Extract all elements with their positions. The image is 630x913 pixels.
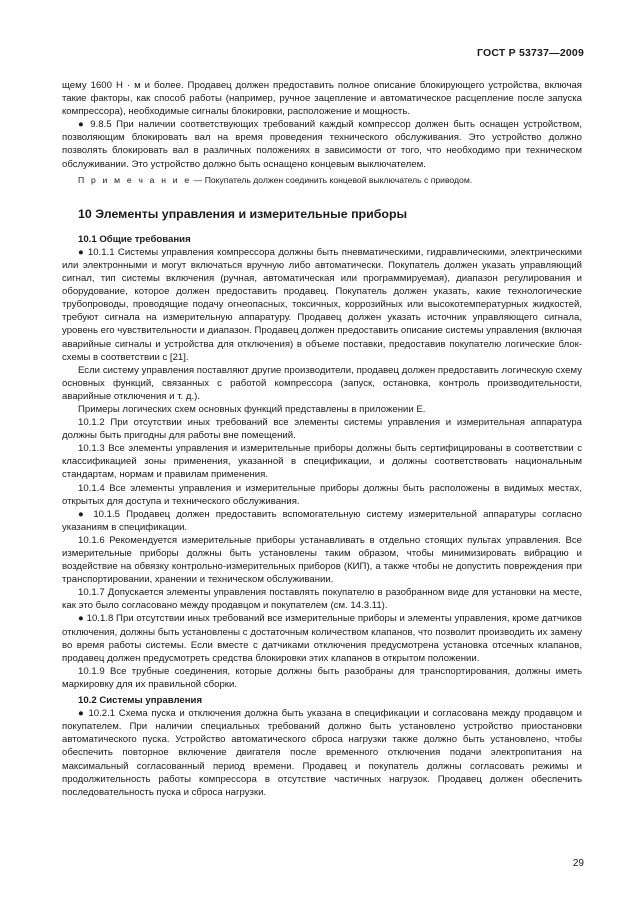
paragraph-10-1-1-c: Примеры логических схем основных функций представлены в приложении Е.: [78, 403, 426, 415]
page-number: 29: [572, 858, 584, 869]
paragraph-10-1-1: ● 10.1.1 Системы управления компрессора должны быть пневматическими, гидравлическими, электрическими или электронными и могут включаться вручную либо автоматически. Покупатель должен указать управляющий сигнал, тип системы включения (ручная, автоматическая или программируемая), диапазон регулирования и оборудование, которое должен предоставить продавец. Покупатель должен указать, какие технологические трубопроводы, проводящие подачу огнеопасных, токсичных, коррозийных или высокотемпературных жидкостей, требуют сигнала на измерительную аппаратуру. Продавец должен указать источник управляющего сигнала, уровень его чувствительности и диапазон. Продавец должен предоставить описание системы управления (включая аварийные сигналы и устройства для отключения) в объеме поставки, предоставив покупателю логические блок-схемы в соответствии с [21].: [62, 246, 583, 363]
paragraph-10-1-8: ● 10.1.8 При отсутствии иных требований все измерительные приборы и элементы управления, кроме датчиков отключения, должны быть установлены с достаточным количеством клапанов, что позволит производить их замену во время работы системы. Если вместе с датчиками отключения предусмотрена установка отсечных клапанов, продавец должен предусмотреть средства блокировки этих клапанов в открытом положении.: [62, 613, 583, 664]
paragraph-10-1-6: 10.1.6 Рекомендуется измерительные приборы устанавливать в отдельно стоящих пультах управления. Все измерительные приборы должны быть установлены таким образом, чтобы минимизировать вибрацию и воздействие на обвязку контрольно-измерительных приборов (КИП), а также чтобы не допустить повреждения при транспортировании, хранении и техническом обслуживании.: [62, 534, 582, 586]
note-label: П р и м е ч а н и е: [78, 174, 192, 185]
paragraph-10-1-7: 10.1.7 Допускается элементы управления поставлять покупателю в разобранном виде для установки на месте, как это было согласовано между продавцом и покупателем (см. 14.3.11).: [62, 587, 582, 612]
paragraph-10-1-2: 10.1.2 При отсутствии иных требований все элементы системы управления и измерительная аппаратура должны быть пригодны для работы вне помещений.: [62, 417, 582, 442]
document-id-header: ГОСТ Р 53737—2009: [476, 47, 584, 59]
bullet-marker: ●: [78, 119, 86, 131]
page-content: [62, 79, 582, 799]
bullet-marker: ●: [78, 508, 88, 520]
paragraph-10-1-5: ● 10.1.5 Продавец должен предоставить вспомогательную систему измерительной аппаратуры согласно указаниям в спецификации.: [62, 508, 583, 533]
paragraph-9-8-5: ● 9.8.5 При наличии соответствующих требований каждый компрессор должен быть оснащен устройством, позволяющим блокировать вал на время проведения технического обслуживания. Это устройство должно позволять блокировать вал в различных положениях в зависимости от того, что необходимо при техническом обслуживании. Это устройство должно быть оснащено концевым выключателем.: [62, 119, 583, 170]
note-text: — Покупатель должен соединить концевой выключатель с приводом.: [191, 174, 473, 185]
paragraph-10-1-4: 10.1.4 Все элементы управления и измерительные приборы должны быть расположены в видимых местах, открытых для доступа и технического обслуживания.: [62, 482, 582, 507]
bullet-marker: ●: [78, 613, 84, 625]
paragraph-10-1-3: 10.1.3 Все элементы управления и измерительные приборы должны быть сертифицированы в соответствии с классификацией зоны применения, указанной в спецификации, и должны соответствовать национальным стандартам, нормам и правилам применения.: [62, 443, 582, 481]
paragraph-10-1-1-b: Если систему управления поставляют другие производители, продавец должен предоставить логическую схему основных функций, связанных с работой компрессора (запуск, остановка, контроль производительности, аварийные отключения и т. д.).: [62, 364, 582, 402]
note: [62, 174, 582, 187]
paragraph-10-2-1: ● 10.2.1 Схема пуска и отключения должна быть указана в спецификации и согласована между продавцом и покупателем. При наличии специальных требований должно быть установлено устройство приостановки автоматического пуска. Устройство автоматического сброса нагрузки также должно быть установлено, чтобы обеспечить повторное включение двигателя после временного отключения подачи электропитания на максимальный согласованный период времени. Продавец и покупатель должны согласовать режимы и продолжительность работы компрессора в отсутствие частичных нагрузок. Продавец должен обеспечить последовательность пуска и сброса нагрузки.: [62, 708, 582, 798]
paragraph-10-1-9: 10.1.9 Все трубные соединения, которые должны быть разобраны для транспортирования, должны иметь маркировку для их правильной сборки.: [62, 665, 582, 690]
subsection-heading-10-1: 10.1 Общие требования: [78, 233, 191, 245]
paragraph: щему 1600 Н · м и более. Продавец должен предоставить полное описание блокирующего устройства, включая такие факторы, как способ работы (например, ручное зацепление и автоматическое расцепление после запуска компрессора), необходимые сигналы блокировки, расположение и мощность.: [62, 80, 582, 118]
subsection-heading-10-2: 10.2 Системы управления: [78, 695, 203, 707]
bullet-marker: ●: [78, 708, 85, 720]
bullet-marker: ●: [78, 246, 85, 258]
section-heading-10: 10 Элементы управления и измерительные приборы: [78, 206, 408, 221]
